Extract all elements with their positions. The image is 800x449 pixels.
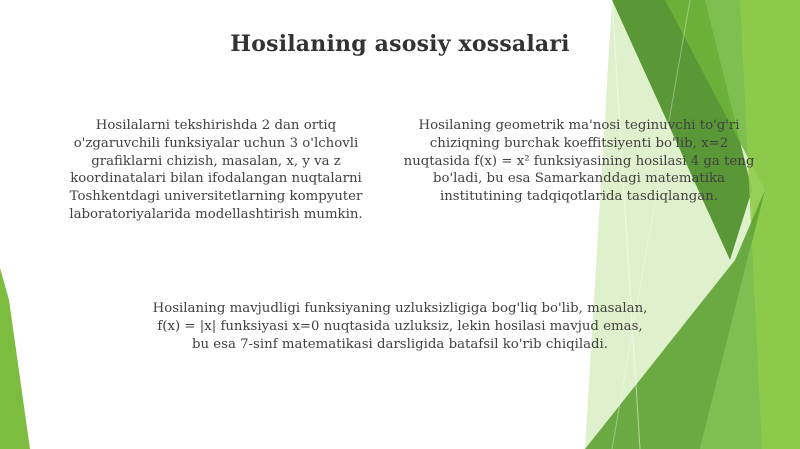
paragraph-1: Hosilalarni tekshirishda 2 dan ortiq o'zgaruvchili funksiyalar uchun 3 o'lchovli grafiklarni chizish, masalan, x, y va z koordinatalari bilan ifodalangan nuqtalarni Toshkentdagi universitetlarning kompyuter laboratoriyalarida modellashtirish mumkin. — [69, 118, 363, 222]
slide-title: Hosilaning asosiy xossalari — [230, 31, 570, 57]
left-green-shape — [0, 268, 30, 449]
paragraph-2: Hosilaning geometrik ma'nosi teginuvchi to'g'ri chiziqning burchak koeffitsiyenti bo'lib, x=2 nuqtasida f(x) = x² funksiyasining hosilasi 4 ga teng bo'ladi, bu esa Samarkanddagi matematika institutining tadqiqotlarida tasdiqlangan. — [403, 118, 755, 205]
paragraph-3: Hosilaning mavjudligi funksiyaning uzluksizligiga bog'liq bo'lib, masalan, f(x) = |x| funksiyasi x=0 nuqtasida uzluksiz, lekin hosilasi mavjud emas, bu esa 7-sinf matematikasi darsligida batafsil ko'rib chiqiladi. — [152, 301, 648, 352]
